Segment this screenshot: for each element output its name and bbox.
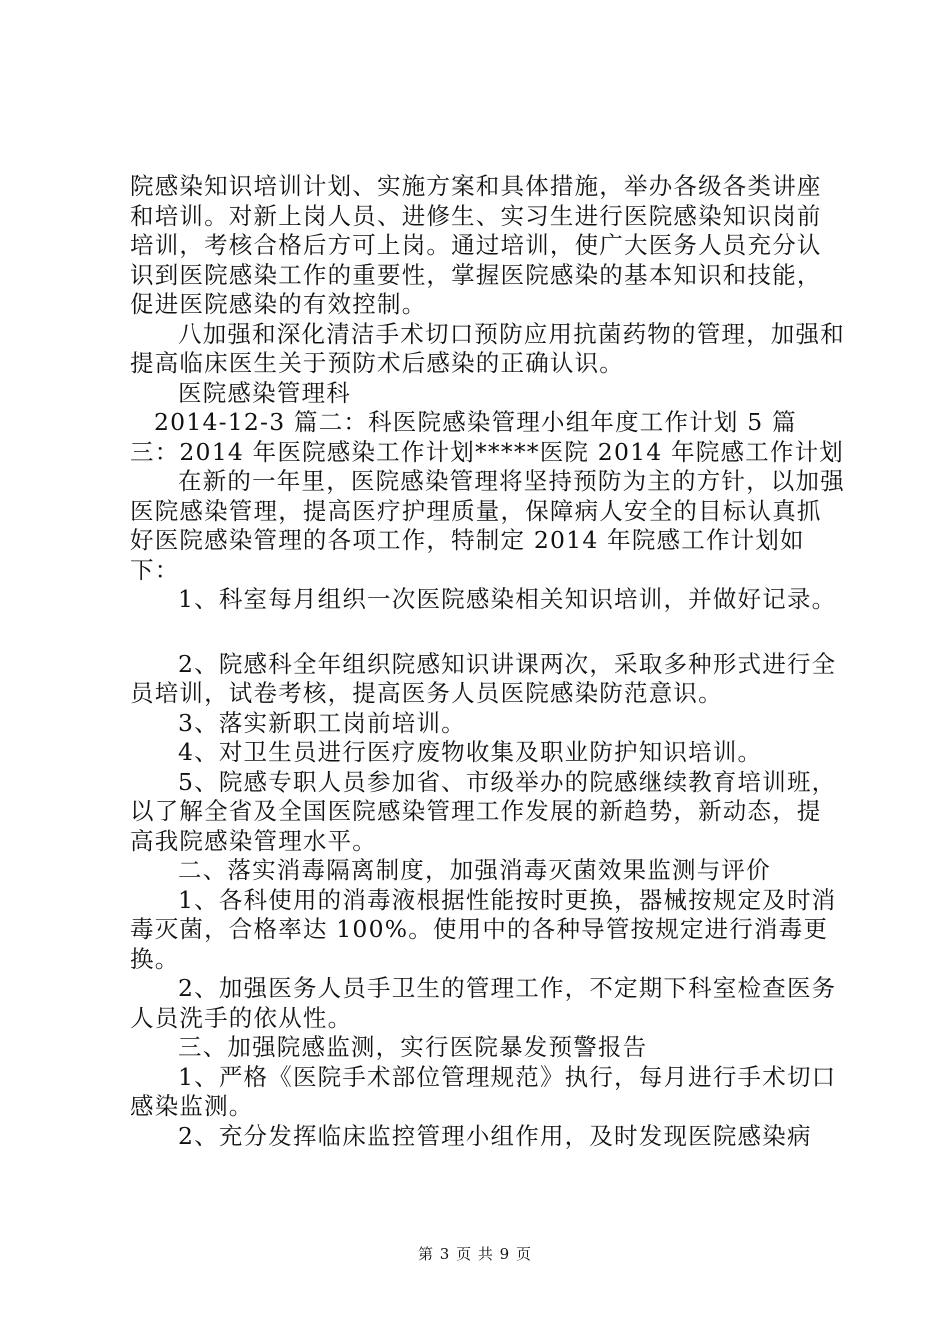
paragraph-date-and-title: 2014-12-3 篇二：科医院感染管理小组年度工作计划 5 篇三：2014 年医院感染工作计划*****医院 2014 年院感工作计划 xyxy=(130,408,844,466)
paragraph-department-signature: 医院感染管理科 xyxy=(178,378,351,407)
paragraph-item-2: 2、院感科全年组织院感知识讲课两次，采取多种形式进行全员培训，试卷考核，提高医务人员医院感染防范意识。 xyxy=(130,649,837,707)
paragraph-disinfection-2: 2、加强医务人员手卫生的管理工作，不定期下科室检查医务人员洗手的依从性。 xyxy=(130,974,837,1032)
paragraph-disinfection-1: 1、各科使用的消毒液根据性能按时更换，器械按规定及时消毒灭菌，合格率达 100%。使用中的各种导管按规定进行消毒更换。 xyxy=(130,885,837,973)
paragraph-antibiotic-management: 八加强和深化清洁手术切口预防应用抗菌药物的管理，加强和提高临床医生关于预防术后感染的正确认识。 xyxy=(130,319,845,377)
paragraph-spacer xyxy=(130,615,845,650)
document-body xyxy=(130,172,845,1151)
paragraph-introduction: 在新的一年里，医院感染管理将坚持预防为主的方针，以加强医院感染管理，提高医疗护理质量，保障病人安全的目标认真抓好医院感染管理的各项工作，特制定 2014 年院感工作计划如下： xyxy=(130,467,845,584)
paragraph-monitoring-1: 1、严格《医院手术部位管理规范》执行，每月进行手术切口感染监测。 xyxy=(130,1062,837,1120)
paragraph-training-plan: 院感染知识培训计划、实施方案和具体措施，举办各级各类讲座和培训。对新上岗人员、进修生、实习生进行医院感染知识岗前培训，考核合格后方可上岗。通过培训，使广大医务人员充分认识到医院感染工作的重要性，掌握医院感染的基本知识和技能，促进医院感染的有效控制。 xyxy=(130,172,822,318)
section-heading-monitoring: 三、加强院感监测，实行医院暴发预警报告 xyxy=(178,1033,648,1061)
section-heading-disinfection: 二、落实消毒隔离制度，加强消毒灭菌效果监测与评价 xyxy=(178,856,771,884)
paragraph-item-1: 1、科室每月组织一次医院感染相关知识培训，并做好记录。 xyxy=(178,585,837,613)
paragraph-monitoring-2: 2、充分发挥临床监控管理小组作用，及时发现医院感染病 xyxy=(178,1121,812,1150)
paragraph-item-4: 4、对卫生员进行医疗废物收集及职业防护知识培训。 xyxy=(178,738,763,766)
page-number-footer: 第 3 页 共 9 页 xyxy=(418,1245,532,1263)
paragraph-item-5: 5、院感专职人员参加省、市级举办的院感继续教育培训班，以了解全省及全国医院感染管理工作发展的新趋势，新动态，提高我院感染管理水平。 xyxy=(130,767,837,855)
paragraph-item-3: 3、落实新职工岗前培训。 xyxy=(178,708,466,737)
